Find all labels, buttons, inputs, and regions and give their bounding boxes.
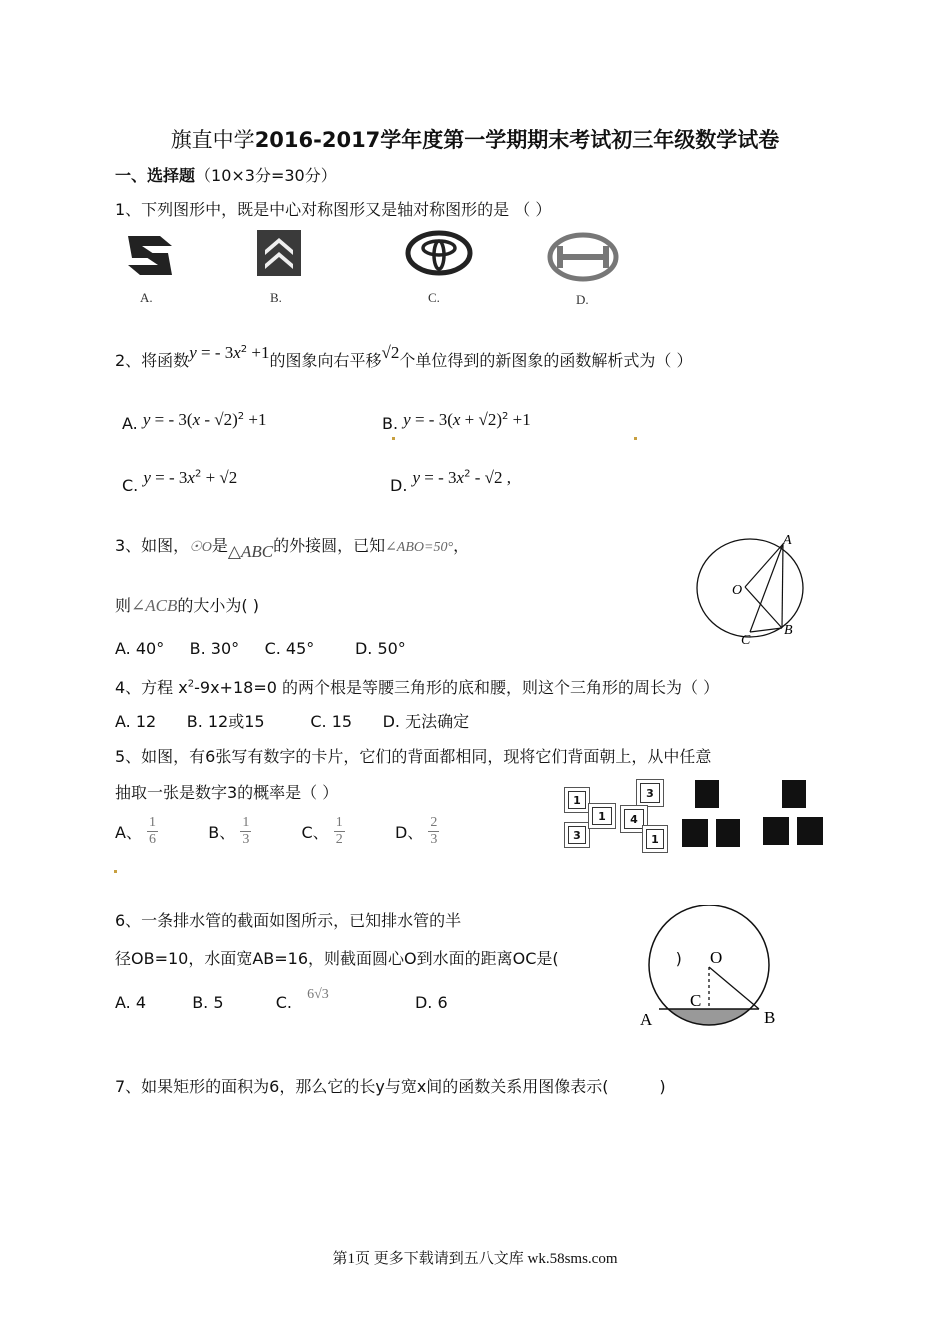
card-front: 1: [588, 803, 616, 829]
card-back: [716, 819, 740, 847]
card-front: 1: [564, 787, 590, 813]
card-back: [695, 780, 719, 808]
q4-text: [115, 675, 719, 698]
page-title: [0, 124, 950, 154]
q7-text: 7、如果矩形的面积为6，那么它的长y与宽x间的函数关系用图像表示( ): [115, 1077, 666, 1096]
q1-caption-a: A.: [140, 290, 153, 305]
q4-text-pre: 4、方程 x: [115, 678, 188, 697]
card-back: [782, 780, 806, 808]
q5-cards-figure: [560, 775, 830, 860]
title-main: 2016-2017学年度第一学期期末考试初三年级数学试卷: [254, 128, 780, 152]
card-back: [682, 819, 708, 847]
q6-opt-c: C.: [275, 993, 292, 1012]
q5-opt-a: A、: [115, 823, 142, 842]
page-footer: 第1页 更多下载请到五八文库 wk.58sms.com: [332, 1251, 618, 1267]
q4-text-post: -9x+18=0 的两个根是等腰三角形的底和腰，则这个三角形的周长为（ ）: [194, 678, 720, 697]
q2-option-b: B. y = - $3(x + √2)^2 +1$: [382, 410, 531, 433]
card-front: 3: [564, 822, 590, 848]
dot-mark: [392, 437, 395, 440]
q3-label-c: C: [741, 633, 751, 648]
citroen-logo: [255, 228, 305, 280]
card-front: 3: [636, 779, 664, 807]
toyota-logo: [404, 228, 474, 278]
q3-triangle: △ABC: [227, 542, 274, 561]
q3-options: A. 40° B. 30° C. 45° D. 50°: [115, 639, 406, 658]
q5-frac-a: $\frac{1}{6}$: [149, 815, 157, 847]
q3-circle-figure: [690, 528, 810, 653]
q2-label-b: B.: [382, 414, 399, 433]
card-back: [763, 817, 789, 845]
dot-mark: [634, 437, 637, 440]
suzuki-logo: [120, 228, 180, 283]
q5-options: [115, 815, 439, 848]
q6-options: [115, 987, 448, 1013]
q5-opt-d: D、: [394, 823, 424, 842]
q5-line1: 5、如图，有6张写有数字的卡片，它们的背面都相同，现将它们背面朝上，从中任意: [115, 747, 712, 766]
q1-text: 1、下列图形中，既是中心对称图形又是轴对称图形的是 （ ）: [115, 200, 552, 219]
title-school: 旗直中学: [170, 128, 255, 152]
q6-line2: 径OB=10，水面宽AB=16，则截面圆心O到水面的距离OC是( ): [115, 949, 682, 968]
q4-options: A. 12 B. 12或15 C. 15 D. 无法确定: [115, 712, 470, 731]
q6-label-b: B: [764, 1008, 776, 1027]
q2-option-a: A. y = - 3(x - √2)$^2$ +1: [122, 410, 267, 433]
hino-logo: [546, 232, 620, 282]
q2-option-c: C. y = - $3x^2 + √2$: [122, 468, 238, 495]
q2-label-c: C.: [122, 476, 139, 495]
q2-text: 2、将函数y = - $3x^2 +1$的图象向右平移√2个单位得到的新图象的函数解析式为（ ）: [115, 343, 693, 370]
q5-frac-b: $\frac{1}{3}$: [242, 815, 250, 847]
q3-label-a: A: [783, 533, 792, 548]
q6-label-o: O: [710, 948, 723, 967]
dot-mark: [114, 870, 117, 873]
q6-label-a: A: [640, 1010, 653, 1029]
q5-line2: 抽取一张是数字3的概率是（ ）: [115, 783, 339, 802]
section-heading: [115, 163, 337, 186]
q2-sqrt2: √2: [381, 343, 400, 362]
section-note: （10×3分=30分）: [195, 166, 337, 185]
q4-text-sup: 2: [187, 678, 195, 690]
q6-opt-a: A. 4: [115, 993, 147, 1012]
q2-pre: 2、将函数: [115, 351, 190, 370]
q3-line2-pre: 则: [115, 596, 132, 615]
card-front: 4: [620, 805, 648, 833]
q2-post: 个单位得到的新图象的函数解析式为（ ）: [399, 351, 693, 370]
card-back: [797, 817, 823, 845]
q6-label-c: C: [690, 991, 702, 1010]
q3-label-b: B: [784, 623, 793, 638]
q3-line2: 则∠ACB的大小为( ): [115, 596, 259, 615]
q6-opt-c-value: 6√3: [307, 987, 329, 1002]
q3-label-o: O: [732, 583, 743, 598]
q6-opt-d: D. 6: [414, 993, 448, 1012]
q2-label-a: A.: [122, 414, 138, 433]
q3-pre: 3、如图，: [115, 536, 190, 555]
q3-text: 3、如图，☉O是△ABC的外接圆，已知∠ABO=50°，: [115, 536, 470, 561]
q3-mid: 是: [211, 536, 228, 555]
q5-opt-b: B、: [208, 823, 236, 842]
q5-frac-c: $\frac{1}{2}$: [335, 815, 343, 847]
q2-formula: y: [189, 343, 197, 362]
q1-caption-d: D.: [576, 292, 589, 307]
card-front: 1: [642, 825, 668, 853]
q6-pipe-figure: [634, 905, 784, 1035]
q3-line2-post: 的大小为( ): [177, 596, 259, 615]
q1-caption-c: C.: [428, 290, 440, 305]
q2-mid: 的图象向右平移: [269, 351, 382, 370]
q6-opt-b: B. 5: [192, 993, 224, 1012]
q5-frac-d: $\frac{2}{3}$: [430, 815, 438, 847]
q1-caption-b: B.: [270, 290, 282, 305]
section-title: 一、选择题: [115, 166, 196, 185]
q5-opt-c: C、: [301, 823, 329, 842]
q2-option-d: D. y = - $3x^2 - √2$ ,: [390, 468, 511, 495]
q6-line1: 6、一条排水管的截面如图所示，已知排水管的半: [115, 911, 462, 930]
q2-label-d: D.: [390, 476, 408, 495]
q3-post: 的外接圆，已知: [273, 536, 386, 555]
